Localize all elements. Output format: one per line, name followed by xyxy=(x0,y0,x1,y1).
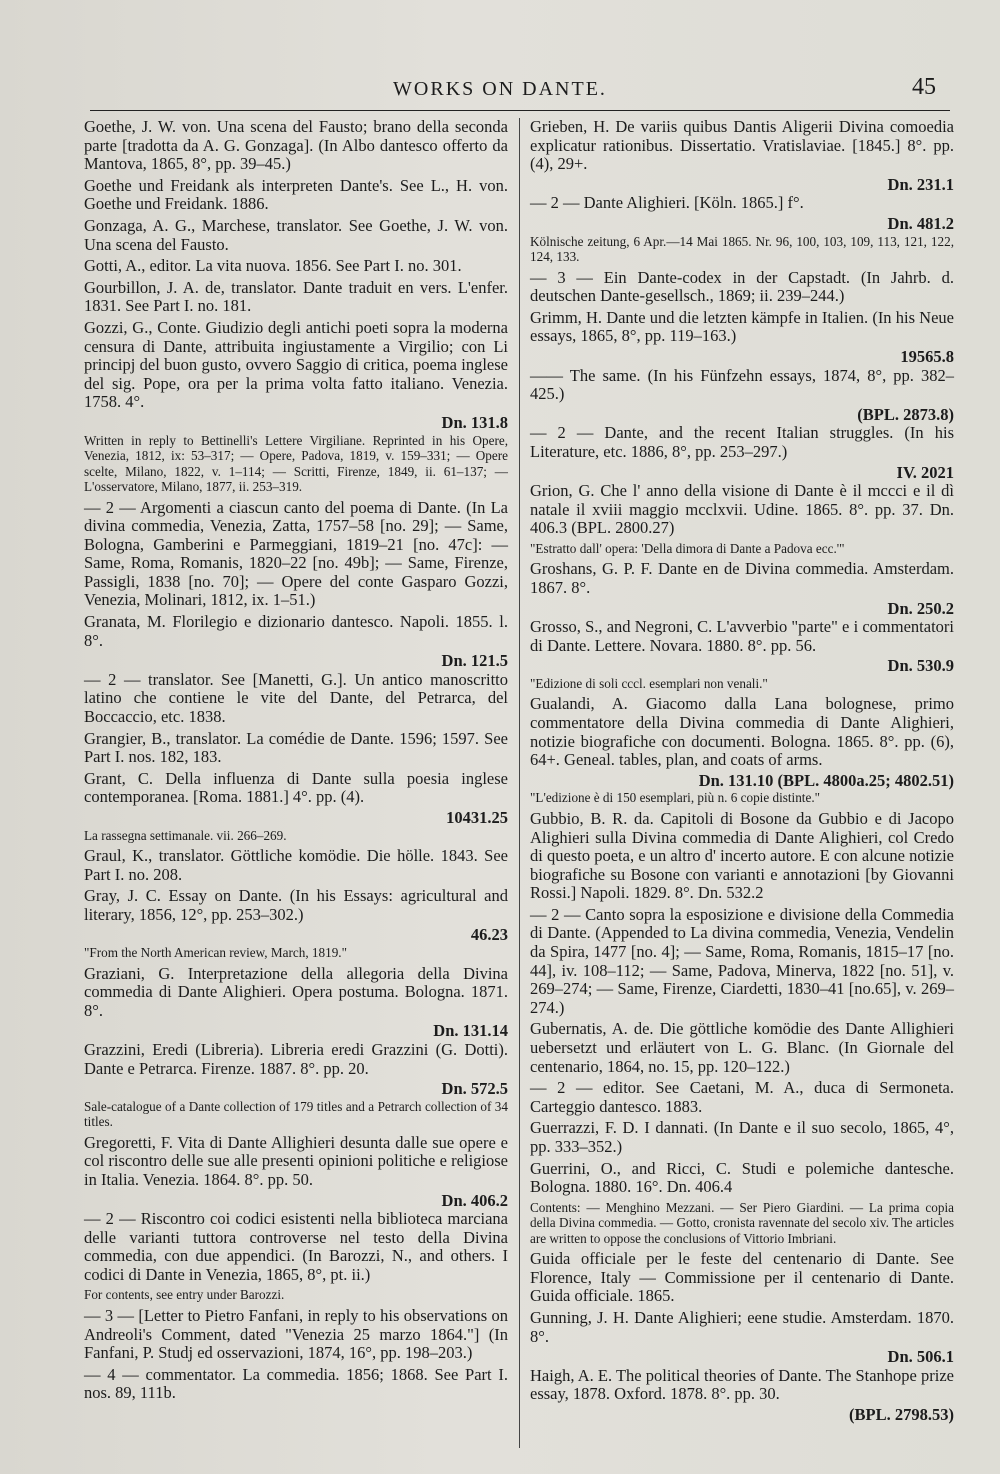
shelf-mark: Dn. 121.5 xyxy=(441,651,508,671)
bib-entry: — 2 — Riscontro coi codici esistenti nella biblioteca marciana delle varianti tuttora controverse nel testo della Divina commedia, con due appendici. (In Barozzi, N., and others. I codici di Dante in Venezia, 1865, 8°, pt. ii.) xyxy=(84,1209,508,1284)
bib-entry: Grant, C. Della influenza di Dante sulla poesia inglese contemporanea. [Roma. 1881.] 4°. pp. (4). xyxy=(84,768,508,807)
shelf-mark: Dn. 481.2 xyxy=(887,213,954,233)
shelf-mark: Dn. 131.8 xyxy=(441,412,508,432)
bib-entry: — 2 — Argomenti a ciascun canto del poema di Dante. (In La divina commedia, Venezia, Zatta, 1757–58 [no. 29]; — Same, Bologna, Gamberini e Parmeggiani, 1819–21 [no. 47c]: — Same, Roma, Romanis, 1820–22 [no. 49b]; — Same, Firenze, Passigli, 1838 [no. 70]; — Opere del conte Gasparo Gozzi, Venezia, Molinari, 1812, ix. 1–51.) xyxy=(84,497,508,610)
bib-entry: Gubernatis, A. de. Die göttliche komödie des Dante Allighieri uebersetzt und erläutert von L. G. Blanc. (In Giornale del centenario, 1864, no. 15, pp. 120–122.) xyxy=(530,1019,954,1076)
shelf-mark: Dn. 406.2 xyxy=(441,1190,508,1210)
bib-entry: Goethe, J. W. von. Una scena del Fausto; brano della seconda parte [tradotta da A. G. Gonzaga]. (In Albo dantesco offerto da Mantova, 1865, 8°, pp. 39–45.) xyxy=(84,117,508,174)
bib-entry: Gubbio, B. R. da. Capitoli di Bosone da Gubbio e di Jacopo Alighieri sulla Divina commedia di Dante Alighieri, col Credo di questo poeta, e un altro d' incerto autore. E con alcune notizie biografiche su Bosone con varianti e annotazioni [by Giovanni Rossi.] Napoli. 1829. 8°. Dn. 532.2 xyxy=(530,808,954,903)
bib-entry: Guerrazzi, F. D. I dannati. (In Dante e il suo secolo, 1865, 4°, pp. 333–352.) xyxy=(530,1118,954,1156)
bib-entry: Guerrini, O., and Ricci, C. Studi e polemiche dantesche. Bologna. 1880. 16°. Dn. 406.4 xyxy=(530,1158,954,1197)
bib-entry: Gunning, J. H. Dante Alighieri; eene studie. Amsterdam. 1870. 8°. xyxy=(530,1308,954,1346)
bib-note: For contents, see entry under Barozzi. xyxy=(84,1287,285,1303)
shelf-mark: 10431.25 xyxy=(446,808,508,827)
header-rule xyxy=(90,110,950,111)
bib-entry: — 2 — editor. See Caetani, M. A., duca di Sermoneta. Carteggio dantesco. 1883. xyxy=(530,1078,954,1116)
shelf-mark: Dn. 231.1 xyxy=(887,174,954,194)
bib-note: Contents: — Menghino Mezzani. — Ser Piero Giardini. — La prima copia della Divina commedia. — Gotto, cronista ravennate del secolo xiv. The articles are written to oppose the conclusions of Vittorio Imbriani. xyxy=(530,1199,954,1246)
page-number: 45 xyxy=(912,74,936,100)
shelf-mark: IV. 2021 xyxy=(896,462,954,482)
bib-note: "L'edizione è di 150 esemplari, più n. 6 copie distinte." xyxy=(530,790,821,806)
column-divider xyxy=(519,118,520,1448)
bib-entry: — 2 — translator. See [Manetti, G.]. Un antico manoscritto latino che contiene le vite del Dante, del Petrarca, del Boccaccio, etc. 1838. xyxy=(84,669,508,727)
bib-entry: Grion, G. Che l' anno della visione di Dante è il mccci e il dì natale il xviii maggio mcclxvii. Udine. 1865. 8°. pp. 37. Dn. 406.3 (BPL. 2800.27) xyxy=(530,481,954,538)
shelf-mark: Dn. 530.9 xyxy=(887,656,954,676)
bib-entry: Gonzaga, A. G., Marchese, translator. See Goethe, J. W. von. Una scena del Fausto. xyxy=(84,215,508,254)
shelf-mark: Dn. 131.10 (BPL. 4800a.25; 4802.51) xyxy=(698,770,954,790)
bib-note: Written in reply to Bettinelli's Lettere Virgiliane. Reprinted in his Opere, Venezia, 1812, ix: 53–317; — Opere, Padova, 1819, v. 159–331; — Opere scelte, Milano, 1822, v. 1–114; — Scritti, Firenze, 1849, ii. 61–137; — L'osservatore, Milano, 1877, ii. 253–319. xyxy=(84,432,508,494)
bib-entry: Gourbillon, J. A. de, translator. Dante traduit en vers. L'enfer. 1831. See Part I. no. 181. xyxy=(84,277,508,316)
bib-entry: Gregoretti, F. Vita di Dante Allighieri desunta dalle sue opere e col riscontro delle sue alle presenti opinioni politiche e religiose in Italia. Venezia. 1864. 8°. pp. 50. xyxy=(84,1132,508,1189)
bib-entry: Gray, J. C. Essay on Dante. (In his Essays: agricultural and literary, 1856, 12°, pp. 253–302.) xyxy=(84,886,508,924)
bib-entry: Grieben, H. De variis quibus Dantis Aligerii Divina comoedia explicatur rationibus. Dissertatio. Vratislaviae. [1845.] 8°. pp. (4), 29+. xyxy=(530,117,954,174)
shelf-mark: 19565.8 xyxy=(900,346,954,366)
bib-note: "Edizione di soli cccl. esemplari non venali." xyxy=(530,675,768,691)
bib-entry: Gozzi, G., Conte. Giudizio degli antichi poeti sopra la moderna censura di Dante, attribuita ingiustamente a Virgilio; con Li principj del buon gusto, ovvero Saggio di critica, poema inglese del sig. Pope, ora per la prima volta fatto italiano. Venezia. 1758. 4°. xyxy=(84,317,508,412)
bib-entry: —— The same. (In his Fünfzehn essays, 1874, 8°, pp. 382–425.) xyxy=(530,365,954,404)
bib-entry: Grangier, B., translator. La comédie de Dante. 1596; 1597. See Part I. nos. 182, 183. xyxy=(84,728,508,767)
bib-note: La rassegna settimanale. vii. 266–269. xyxy=(84,827,287,843)
shelf-mark: Dn. 506.1 xyxy=(887,1347,954,1367)
shelf-mark: 46.23 xyxy=(470,925,508,945)
bib-entry: — 2 — Dante, and the recent Italian struggles. (In his Literature, etc. 1886, 8°, pp. 253–297.) xyxy=(530,423,954,461)
bib-entry: — 4 — commentator. La commedia. 1856; 1868. See Part I. nos. 89, 111b. xyxy=(84,1364,508,1403)
bib-entry: Gualandi, A. Giacomo dalla Lana bolognese, primo commentatore della Divina commedia di Dante Alighieri, notizie biografiche con documenti. Bologna. 1865. 8°. pp. (6), 64+. Geneal. tables, plan, and coats of arms. xyxy=(530,694,954,770)
bib-entry: Grosso, S., and Negroni, C. L'avverbio "parte" e i commentatori di Dante. Lettere. Novara. 1880. 8°. pp. 56. xyxy=(530,617,954,655)
bib-note: "Estratto dall' opera: 'Della dimora di Dante a Padova ecc.'" xyxy=(530,540,845,556)
left-column xyxy=(84,118,508,1406)
bib-entry: Graul, K., translator. Göttliche komödie. Die hölle. 1843. See Part I. no. 208. xyxy=(84,846,508,884)
bib-entry: Grazzini, Eredi (Libreria). Libreria eredi Grazzini (G. Dotti). Dante e Petrarca. Firenze. 1887. 8°. pp. 20. xyxy=(84,1039,508,1078)
bib-entry: Graziani, G. Interpretazione della allegoria della Divina commedia di Dante Alighieri. Opera postuma. Bologna. 1871. 8°. xyxy=(84,963,508,1020)
shelf-mark: Dn. 250.2 xyxy=(887,598,954,618)
bib-note: "From the North American review, March, 1819." xyxy=(84,945,347,961)
bib-entry: Haigh, A. E. The political theories of Dante. The Stanhope prize essay, 1878. Oxford. 1878. 8°. pp. 30. xyxy=(530,1365,954,1404)
bib-entry: — 3 — Ein Dante-codex in der Capstadt. (In Jahrb. d. deutschen Dante-gesellsch., 1869; ii. 239–244.) xyxy=(530,267,954,306)
bib-note: Kölnische zeitung, 6 Apr.—14 Mai 1865. Nr. 96, 100, 103, 109, 113, 121, 122, 124, 133. xyxy=(530,233,954,265)
bib-entry: Granata, M. Florilegio e dizionario dantesco. Napoli. 1855. l. 8°. xyxy=(84,612,508,650)
running-title: WORKS ON DANTE. xyxy=(393,78,607,100)
bib-entry: Grimm, H. Dante und die letzten kämpfe in Italien. (In his Neue essays, 1865, 8°, pp. 119–163.) xyxy=(530,307,954,346)
right-column xyxy=(530,118,954,1425)
shelf-mark: Dn. 572.5 xyxy=(441,1079,508,1099)
shelf-mark: (BPL. 2798.53) xyxy=(849,1405,954,1425)
bib-entry: Goethe und Freidank als interpreten Dante's. See L., H. von. Goethe und Freidank. 1886. xyxy=(84,175,508,214)
bib-entry: — 2 — Dante Alighieri. [Köln. 1865.] f°. xyxy=(530,193,804,213)
shelf-mark: (BPL. 2873.8) xyxy=(857,404,954,424)
shelf-mark: Dn. 131.14 xyxy=(433,1021,508,1041)
bib-entry: Gotti, A., editor. La vita nuova. 1856. See Part I. no. 301. xyxy=(84,256,462,276)
bib-entry: — 3 — [Letter to Pietro Fanfani, in reply to his observations on Andreoli's Comment, dated "Venezia 25 marzo 1864."] (In Fanfani, P. Studj ed osservazioni, 1874, 16°, pp. 198–203.) xyxy=(84,1305,508,1363)
running-head xyxy=(0,74,1000,108)
bib-note: Sale-catalogue of a Dante collection of 179 titles and a Petrarch collection of 34 titles. xyxy=(84,1098,508,1130)
bib-entry: Groshans, G. P. F. Dante en de Divina commedia. Amsterdam. 1867. 8°. xyxy=(530,559,954,597)
bib-entry: Guida officiale per le feste del centenario di Dante. See Florence, Italy — Commissione per il centenario di Dante. Guida officiale. 1865. xyxy=(530,1249,954,1306)
bib-entry: — 2 — Canto sopra la esposizione e divisione della Commedia di Dante. (Appended to La divina commedia, Venezia, Vendelin da Spira, 1477 [no. 4]; — Same, Roma, Romanis, 1815–17 [no. 44], iv. 108–112; — Same, Padova, Minerva, 1822 [no. 51], v. 269–274; — Same, Firenze, Ciardetti, 1830–41 [no.65], v. 269–274.) xyxy=(530,904,954,1017)
